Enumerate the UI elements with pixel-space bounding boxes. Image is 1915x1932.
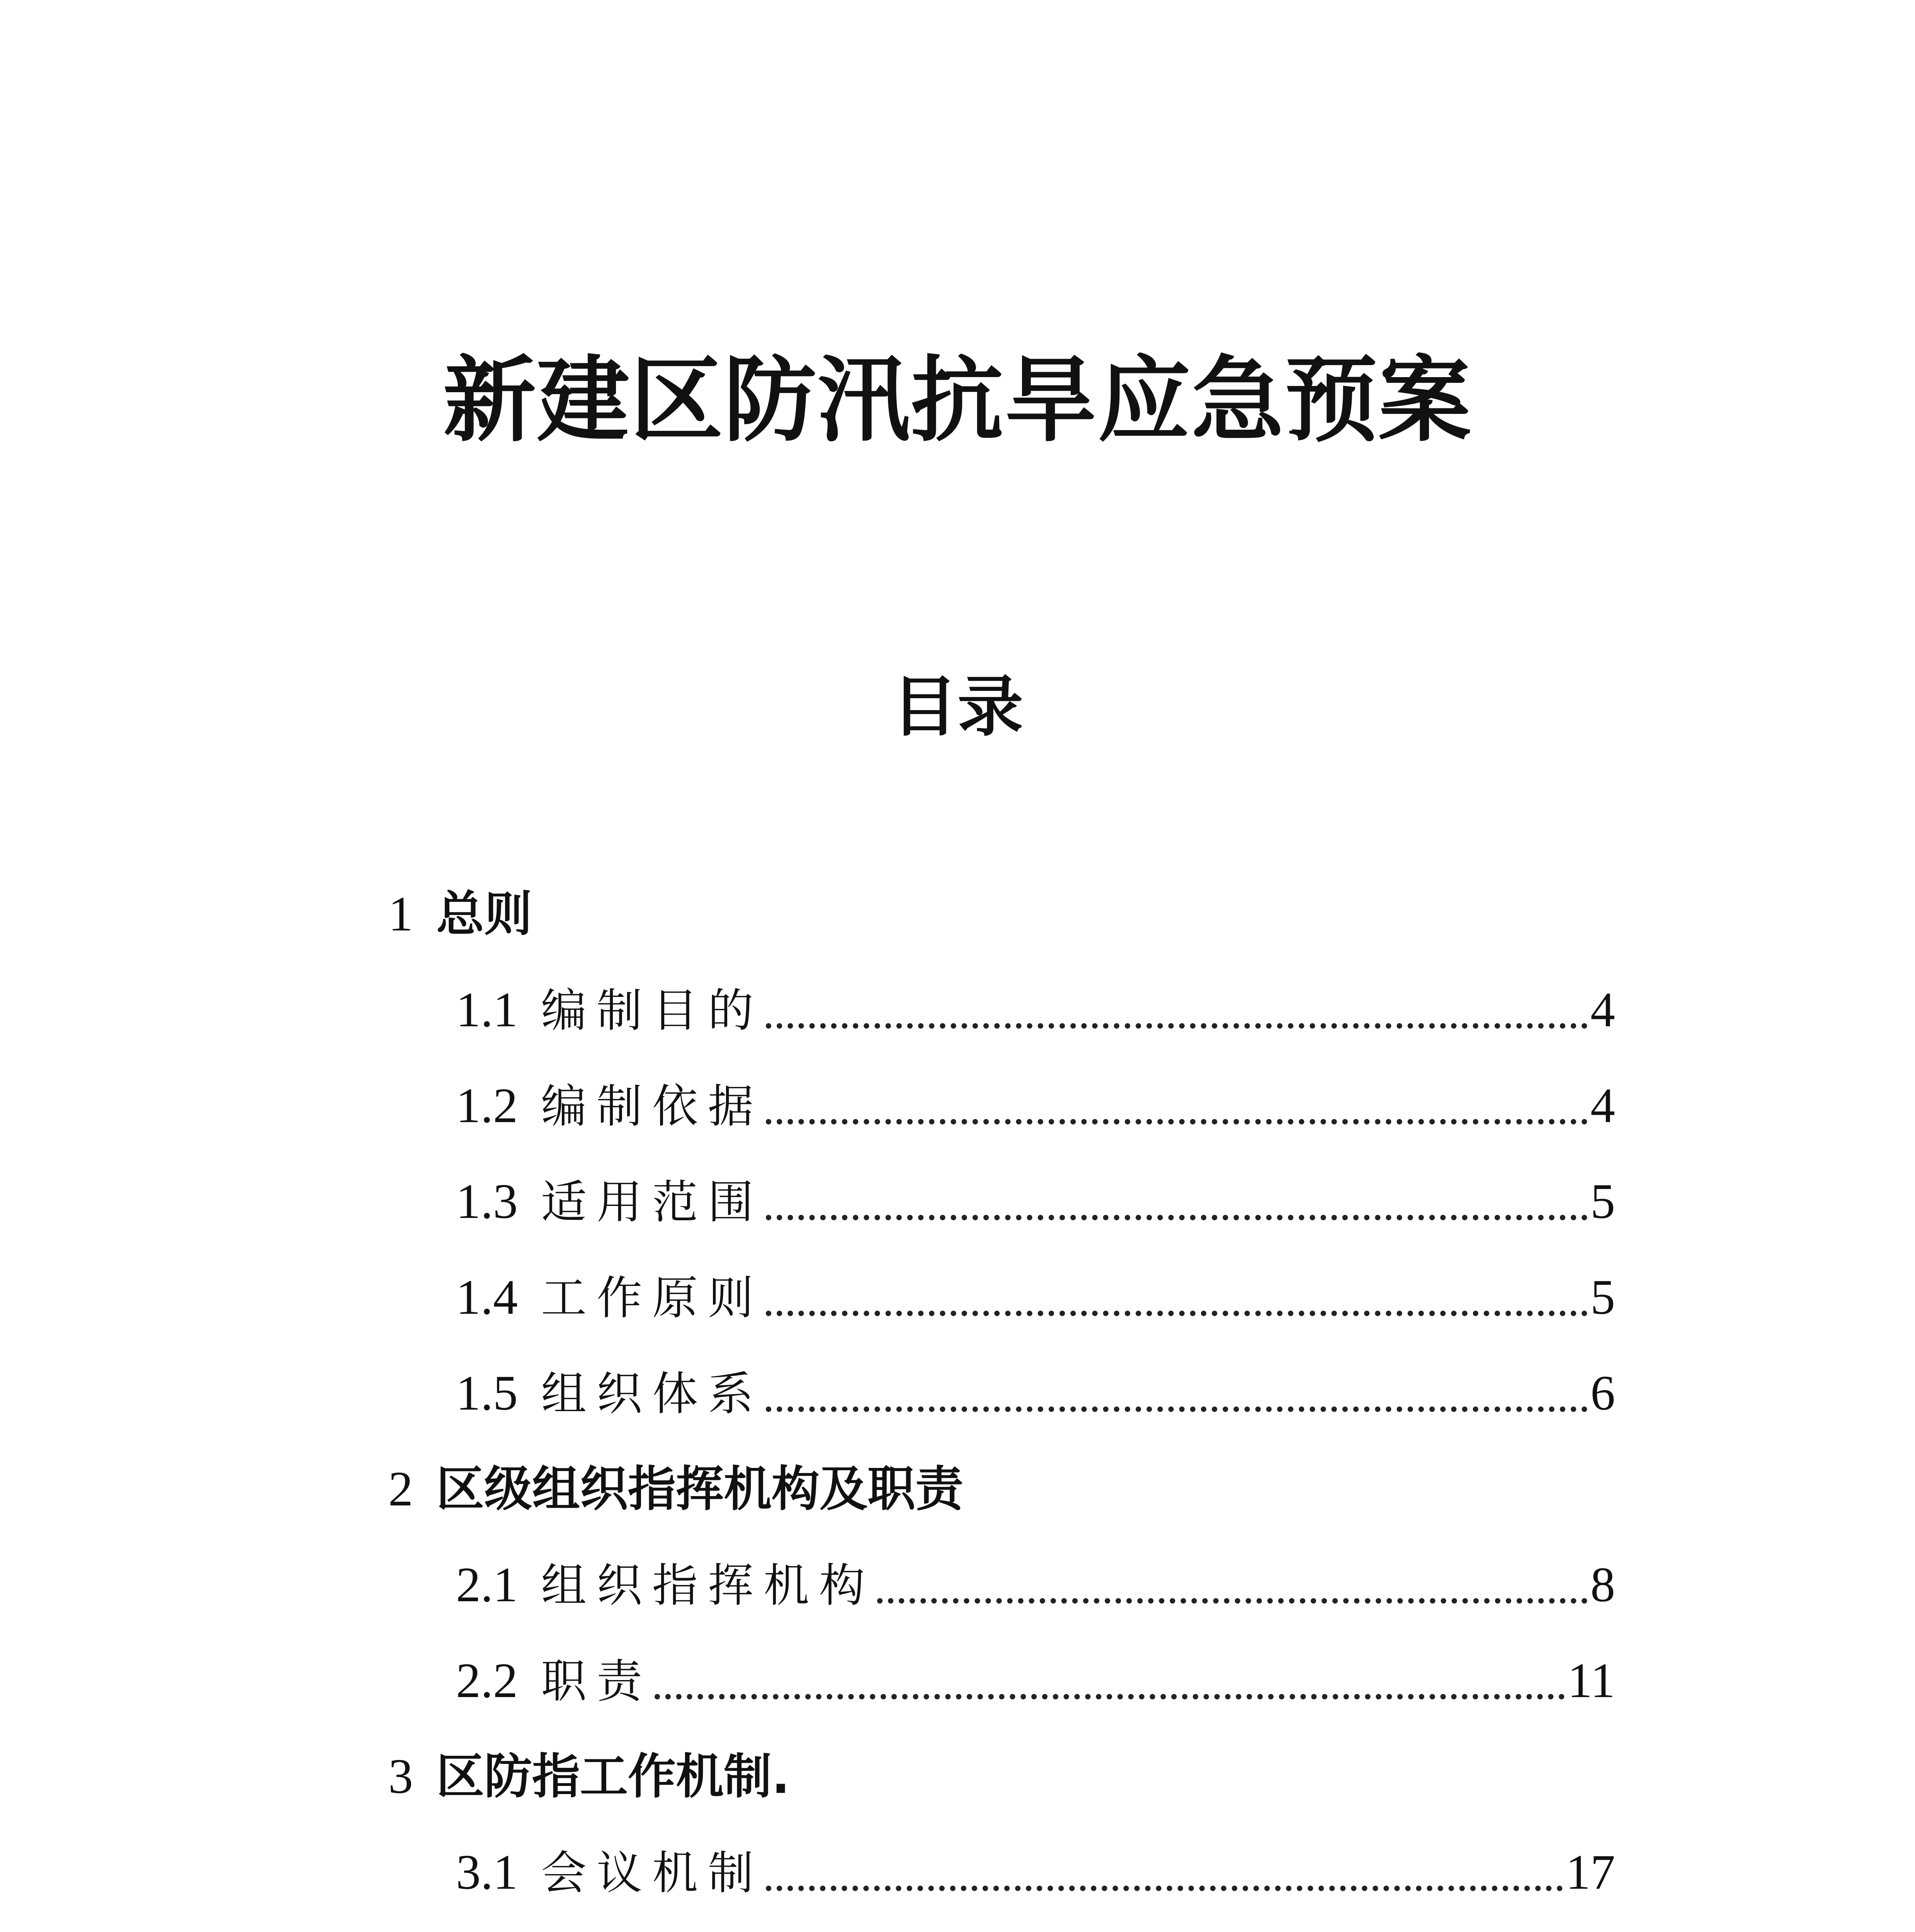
dot-leader: [877, 1598, 1587, 1604]
dot-leader: [766, 1886, 1563, 1891]
chapter-number: 2: [388, 1461, 413, 1516]
section-page-number: 4: [1590, 1078, 1615, 1133]
section-page-number: 17: [1566, 1845, 1615, 1900]
section-page-number: 5: [1590, 1174, 1615, 1229]
toc-section-1-3[interactable]: [456, 1170, 1615, 1232]
section-number: 1.3: [456, 1174, 518, 1229]
section-page-number: 4: [1590, 982, 1615, 1037]
section-number: 1.4: [456, 1270, 518, 1325]
section-number: 3.1: [456, 1845, 518, 1900]
dot-leader: [766, 1119, 1587, 1124]
section-number: 1.1: [456, 982, 518, 1037]
toc-section-2-2[interactable]: [456, 1650, 1615, 1711]
dot-leader: [766, 1023, 1587, 1029]
section-title: 编制依据: [541, 1080, 764, 1133]
document-title: 新建区防汛抗旱应急预案: [443, 345, 1472, 454]
toc-chapter-3[interactable]: [388, 1745, 1625, 1807]
section-page-number: 5: [1590, 1270, 1615, 1325]
chapter-title: 区级组织指挥机构及职责: [436, 1461, 964, 1517]
section-title: 工作原则: [541, 1271, 764, 1325]
section-title: 职责: [541, 1655, 653, 1708]
section-number: 2.1: [456, 1557, 518, 1612]
toc-section-2-1[interactable]: [456, 1554, 1615, 1616]
toc-chapter-2[interactable]: [388, 1458, 1625, 1520]
toc-chapter-1[interactable]: [388, 883, 1625, 945]
section-title: 会议机制: [541, 1846, 764, 1900]
section-title: 组织指挥机构: [541, 1559, 875, 1612]
section-number: 1.2: [456, 1078, 518, 1133]
chapter-number: 1: [388, 886, 413, 941]
dot-leader: [766, 1311, 1587, 1316]
toc-section-1-2[interactable]: [456, 1075, 1615, 1136]
toc-section-1-1[interactable]: [456, 979, 1615, 1041]
chapter-title: 总则: [436, 886, 532, 942]
section-title: 适用范围: [541, 1175, 764, 1229]
toc-section-1-5[interactable]: [456, 1362, 1615, 1424]
section-title: 编制目的: [541, 984, 764, 1037]
section-page-number: 6: [1590, 1366, 1615, 1420]
section-page-number: 11: [1567, 1653, 1615, 1708]
section-page-number: 8: [1590, 1557, 1615, 1612]
section-number: 2.2: [456, 1653, 518, 1708]
toc-section-1-4[interactable]: [456, 1266, 1615, 1328]
dot-leader: [655, 1694, 1565, 1699]
section-number: 1.5: [456, 1366, 518, 1420]
dot-leader: [766, 1215, 1587, 1220]
chapter-number: 3: [388, 1749, 413, 1804]
section-title: 组织体系: [541, 1367, 764, 1420]
toc-heading: 目录: [891, 669, 1023, 745]
chapter-title: 区防指工作机制.: [436, 1749, 790, 1804]
dot-leader: [766, 1406, 1587, 1412]
toc-section-3-1[interactable]: [456, 1841, 1615, 1903]
